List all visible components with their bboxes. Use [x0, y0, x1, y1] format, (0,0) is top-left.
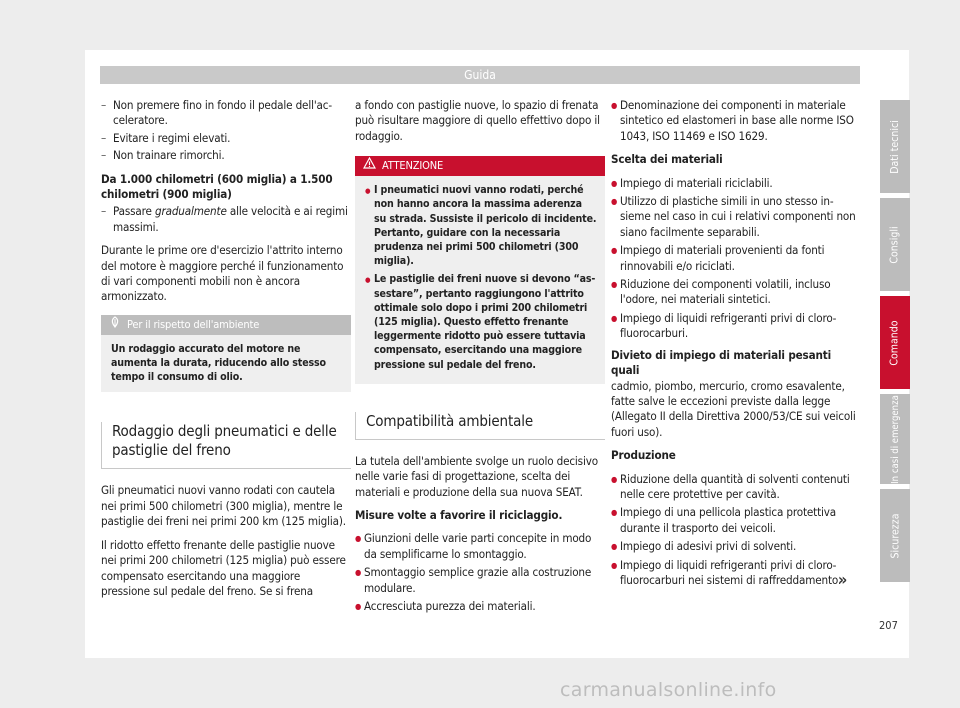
- section-title-environment: Compatibilità ambientale: [355, 412, 605, 440]
- column-middle: [355, 98, 605, 618]
- environment-box: [101, 315, 351, 393]
- paragraph-heavy-materials: cadmio, piombo, mercurio, cromo esavalente, fatte salve le eccezioni previste dalla legge (Allegato II della Direttiva 2000/53/CE sui veicoli fuori uso).: [611, 378, 856, 439]
- page-header: Guida: [100, 66, 860, 84]
- tab-dati-tecnici[interactable]: Dati tecnici: [880, 100, 910, 193]
- heading-materials: Scelta dei materiali: [611, 152, 723, 167]
- recycle-item: ● Smontaggio semplice grazie alla costruzione modulare.: [355, 565, 605, 596]
- warning-triangle-icon: [363, 156, 376, 176]
- tab-comando[interactable]: Comando: [880, 296, 910, 389]
- leaf-icon: [109, 315, 121, 335]
- paragraph-continued: a fondo con pastiglie nuove, lo spazio di frenata può risultare maggiore di quello effettivo dopo il rodaggio.: [355, 98, 600, 143]
- material-item: ● Impiego di materiali riciclabili.: [611, 176, 858, 191]
- continue-arrow-icon: »: [838, 570, 848, 589]
- recycle-item: ● Giunzioni delle varie parti concepite in modo da semplificarne lo smontaggio.: [355, 531, 605, 562]
- tab-in-casi-di-emergenza[interactable]: In casi di emergenza: [880, 394, 910, 484]
- paragraph-environment: La tutela dell'ambiente svolge un ruolo decisivo nelle varie fasi di progettazione, scelta dei materiali e produzione della sua nuova SEAT.: [355, 453, 598, 499]
- environment-box-text: Un rodaggio accurato del motore ne aumenta la durata, riducendo allo stesso tempo il consumo di olio.: [101, 335, 351, 393]
- material-item: ● Utilizzo di plastiche simili in uno stesso insieme nel caso in cui i relativi componenti non siano facilmente separabili.: [611, 194, 858, 240]
- watermark: carmanualsonline.info: [560, 679, 777, 701]
- production-item: ● Impiego di liquidi refrigeranti privi di clorofluorocarburi nei sistemi di raffreddamento.: [611, 558, 858, 589]
- material-item: ● Impiego di materiali provenienti da fonti rinnovabili e/o riciclati.: [611, 243, 858, 274]
- dash-item: – Evitare i regimi elevati.: [101, 131, 351, 146]
- material-item: ● Riduzione dei componenti volatili, incluso l'odore, nei materiali sintetici.: [611, 277, 858, 308]
- production-item: ● Riduzione della quantità di solventi contenuti nelle cere protettive per cavità.: [611, 472, 858, 503]
- heading-production: Produzione: [611, 448, 676, 463]
- warning-box-body: [355, 176, 605, 384]
- column-right: [611, 98, 858, 591]
- heading-heavy-materials: Divieto di impiego di materiali pesanti quali: [611, 347, 832, 378]
- column-left: [101, 98, 351, 607]
- dash-item: – Non trainare rimorchi.: [101, 148, 351, 163]
- tab-sicurezza[interactable]: Sicurezza: [880, 489, 910, 582]
- warning-box-header: ATTENZIONE: [355, 156, 605, 176]
- heading-recycle: Misure volte a favorire il riciclaggio.: [355, 508, 563, 523]
- paragraph-friction: Durante le prime ore d'esercizio l'attrito interno del motore è maggiore perché il funzionamento di vari componenti mobili non è ancora armonizzato.: [101, 243, 344, 304]
- dash-item: – Non premere fino in fondo il pedale dell'acceleratore.: [101, 98, 351, 129]
- production-item: ● Impiego di una pellicola plastica protettiva durante il trasporto dei veicoli.: [611, 505, 858, 536]
- dash-item-speed: – Passare gradualmente alle velocità e ai regimi massimi.: [101, 204, 351, 235]
- paragraph-brakes: Il ridotto effetto frenante delle pastiglie nuove nei primi 200 chilometri (125 miglia) può essere compensato esercitando una maggiore pressione sul pedale del freno. Se si frena: [101, 537, 346, 598]
- production-item: ● Impiego di adesivi privi di solventi.: [611, 539, 858, 554]
- tab-consigli[interactable]: Consigli: [880, 198, 910, 291]
- paragraph-tyres: Gli pneumatici nuovi vanno rodati con cautela nei primi 500 chilometri (300 miglia), mentre le pastiglie dei freni nei primi 200 km (125 miglia).: [101, 483, 346, 529]
- section-title-tyres: Rodaggio degli pneumatici e delle pastiglie del freno: [101, 422, 351, 469]
- iso-item: ● Denominazione dei componenti in materiale sintetico ed elastomeri in base alle norme ISO 1043, ISO 11469 e ISO 1629.: [611, 98, 858, 144]
- warning-item: ● I pneumatici nuovi vanno rodati, perché non hanno ancora la massima aderenza su strada. Sussiste il pericolo di incidente. Pertanto, guidare con la necessaria prudenza nei primi 500 chilometri (300 miglia).: [365, 183, 597, 268]
- recycle-item: ● Accresciuta purezza dei materiali.: [355, 599, 605, 614]
- page-number: 207: [879, 619, 898, 632]
- warning-item: ● Le pastiglie dei freni nuove si devono “assestare”, pertanto raggiungono l'attrito ottimale solo dopo i primi 200 chilometri (125 miglia). Questo effetto frenante leggermente ridotto può essere tuttavia compensato, esercitando una maggiore pressione sul pedale del freno.: [365, 272, 597, 371]
- material-item: ● Impiego di liquidi refrigeranti privi di clorofluorocarburi.: [611, 311, 858, 342]
- environment-box-header: Per il rispetto dell'ambiente: [101, 315, 351, 335]
- warning-box: [355, 156, 605, 384]
- heading-km: Da 1.000 chilometri (600 miglia) a 1.500 chilometri (900 miglia): [101, 171, 333, 202]
